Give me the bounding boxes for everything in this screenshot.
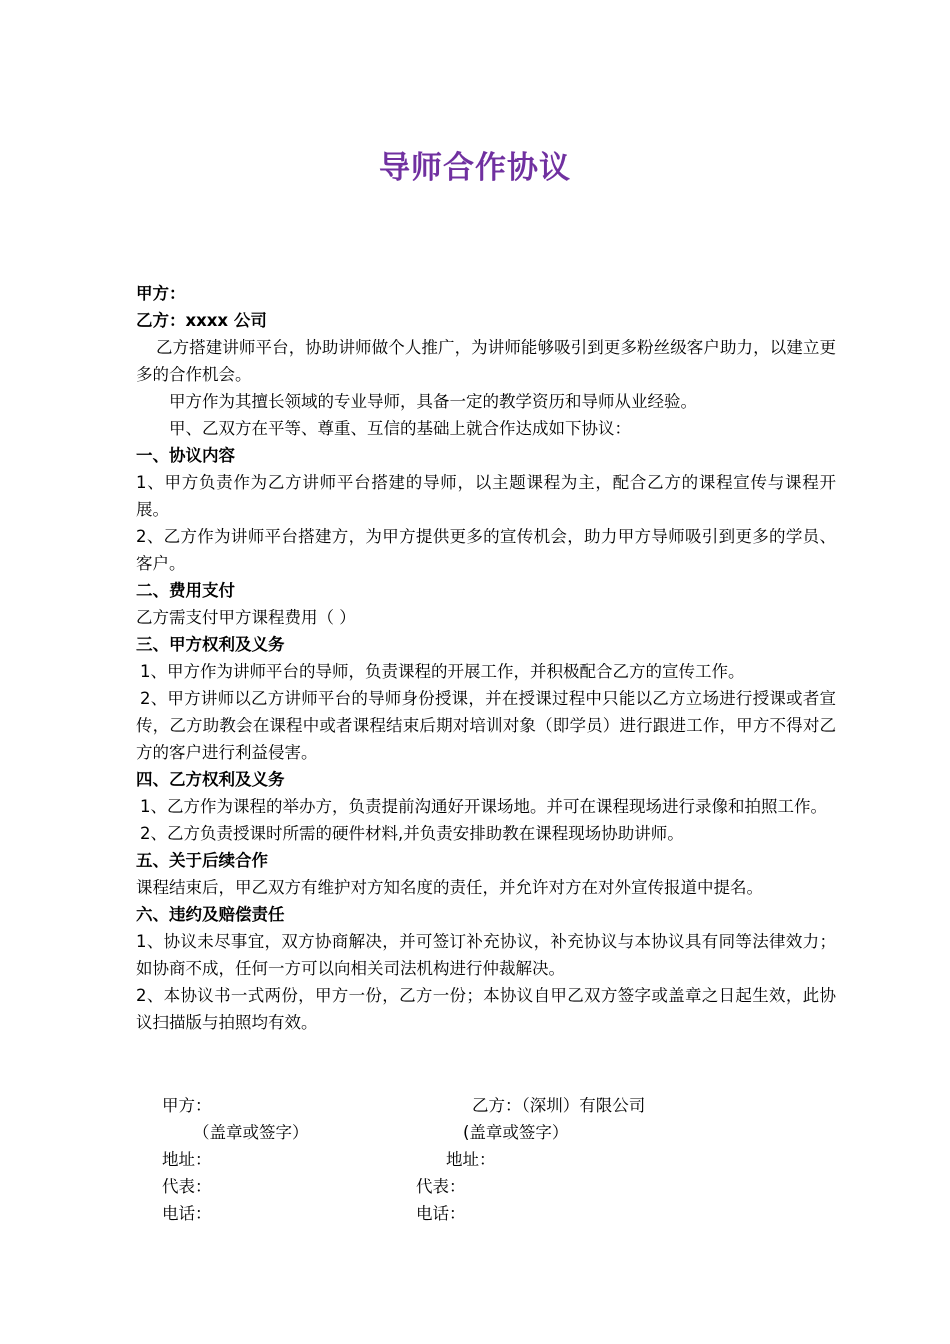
section-item: 2、本协议书一式两份，甲方一份，乙方一份；本协议自甲乙双方签字或盖章之日起生效，此协议扫描版与拍照均有效。	[136, 986, 836, 1032]
section-item: 1、协议未尽事宜，双方协商解决，并可签订补充协议，补充协议与本协议具有同等法律效力；如协商不成，任何一方可以向相关司法机构进行仲裁解决。	[136, 932, 836, 978]
section-item: 课程结束后，甲乙双方有维护对方知名度的责任，并允许对方在对外宣传报道中提名。	[136, 878, 763, 897]
section-item: 1、甲方负责作为乙方讲师平台搭建的导师，以主题课程为主，配合乙方的课程宣传与课程开展。	[136, 473, 836, 519]
section-item: 2、乙方负责授课时所需的硬件材料,并负责安排助教在课程现场协助讲师。	[140, 824, 684, 843]
section-heading: 六、违约及赔偿责任	[136, 905, 285, 924]
signature-party-b: 乙方：（深圳）有限公司	[472, 1096, 646, 1115]
intro-paragraph-3: 甲、乙双方在平等、尊重、互信的基础上就合作达成如下协议：	[169, 419, 631, 438]
document-body	[136, 280, 836, 1036]
section-heading: 二、费用支付	[136, 581, 235, 600]
section-item: 1、甲方作为讲师平台的导师，负责课程的开展工作，并积极配合乙方的宣传工作。	[140, 662, 745, 681]
section-item: 1、乙方作为课程的举办方，负责提前沟通好开课场地。并可在课程现场进行录像和拍照工作。	[140, 797, 827, 816]
section-heading: 一、协议内容	[136, 446, 235, 465]
address-b: 地址：	[446, 1150, 496, 1169]
signature-seal-b: (盖章或签字）	[463, 1123, 569, 1142]
intro-paragraph-2: 甲方作为其擅长领域的专业导师，具备一定的教学资历和导师从业经验。	[169, 392, 697, 411]
signature-party-a: 甲方：	[162, 1096, 212, 1115]
section-item: 2、乙方作为讲师平台搭建方，为甲方提供更多的宣传机会，助力甲方导师吸引到更多的学员、客户。	[136, 527, 836, 573]
party-a-label: 甲方：	[136, 284, 186, 303]
address-a: 地址：	[162, 1150, 212, 1169]
representative-b: 代表：	[416, 1177, 466, 1196]
section-heading: 五、关于后续合作	[136, 851, 268, 870]
party-b-label: 乙方：xxxx 公司	[136, 311, 267, 330]
phone-a: 电话：	[162, 1204, 212, 1223]
section-heading: 三、甲方权利及义务	[136, 635, 285, 654]
phone-b: 电话：	[416, 1204, 466, 1223]
section-item: 2、甲方讲师以乙方讲师平台的导师身份授课，并在授课过程中只能以乙方立场进行授课或者宣传，乙方助教会在课程中或者课程结束后期对培训对象（即学员）进行跟进工作，甲方不得对乙方的客户进行利益侵害。	[136, 689, 836, 762]
section-item: 乙方需支付甲方课程费用（ ）	[136, 608, 356, 627]
section-heading: 四、乙方权利及义务	[136, 770, 285, 789]
document-title: 导师合作协议	[379, 150, 571, 186]
signature-seal-a: （盖章或签字）	[193, 1123, 309, 1142]
intro-paragraph-1: 乙方搭建讲师平台，协助讲师做个人推广，为讲师能够吸引到更多粉丝级客户助力，以建立更多的合作机会。	[136, 338, 836, 384]
representative-a: 代表：	[162, 1177, 212, 1196]
